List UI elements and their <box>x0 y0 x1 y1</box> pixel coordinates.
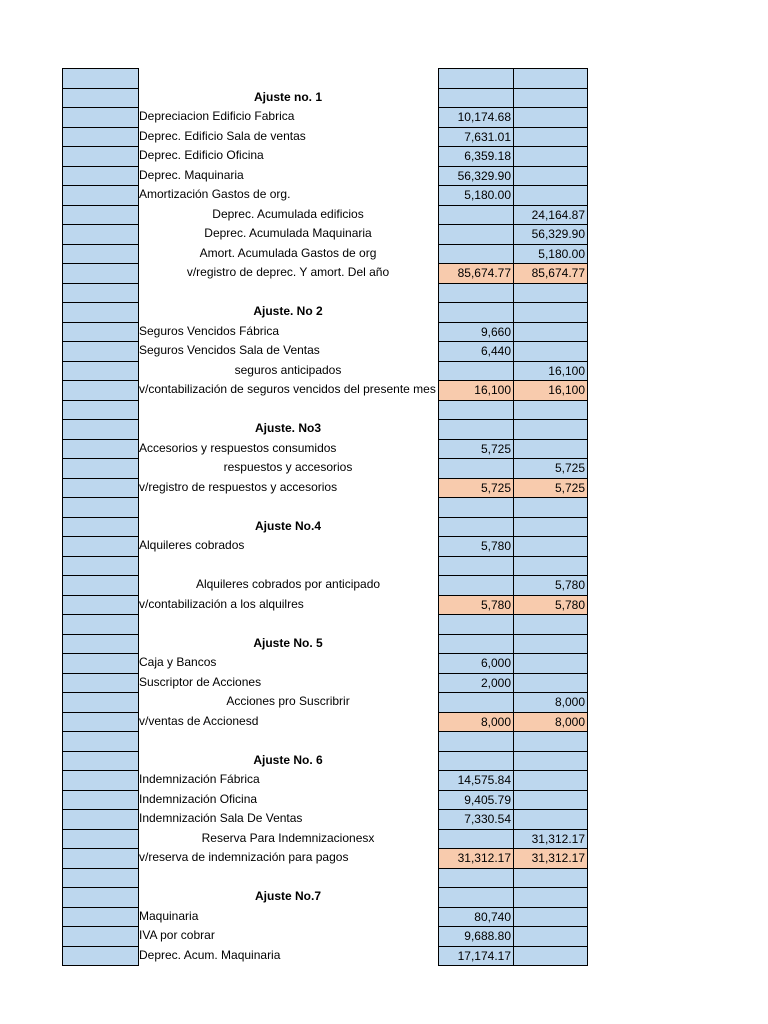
account-code-cell[interactable] <box>62 907 139 927</box>
debit-cell[interactable]: 9,405.79 <box>438 790 514 810</box>
description-cell[interactable]: Alquileres cobrados <box>139 538 245 552</box>
table-row <box>62 829 588 849</box>
credit-cell[interactable] <box>513 634 588 654</box>
debit-cell[interactable]: 5,725 <box>438 439 514 459</box>
account-code-cell[interactable] <box>62 809 139 829</box>
debit-cell[interactable] <box>438 283 514 303</box>
debit-cell[interactable] <box>438 68 514 88</box>
table-row <box>62 575 588 595</box>
account-code-cell[interactable] <box>62 205 139 225</box>
account-code-cell[interactable] <box>62 497 139 517</box>
debit-cell[interactable] <box>438 88 514 108</box>
credit-cell[interactable]: 16,100 <box>513 380 588 400</box>
credit-cell[interactable]: 5,180.00 <box>513 244 588 264</box>
account-code-cell[interactable] <box>62 341 139 361</box>
description-cell[interactable]: Caja y Bancos <box>139 655 217 669</box>
account-code-cell[interactable] <box>62 868 139 888</box>
account-code-cell[interactable] <box>62 614 139 634</box>
credit-cell[interactable] <box>513 419 588 439</box>
account-code-cell[interactable] <box>62 712 139 732</box>
description-cell[interactable] <box>138 614 438 634</box>
credit-cell[interactable] <box>513 439 588 459</box>
credit-cell[interactable]: 8,000 <box>513 712 588 732</box>
account-code-cell[interactable] <box>62 653 139 673</box>
account-code-cell[interactable] <box>62 848 139 868</box>
debit-cell[interactable]: 9,688.80 <box>438 926 514 946</box>
total-row <box>62 478 588 498</box>
description-cell[interactable]: v/registro de deprec. Y amort. Del año <box>186 265 390 279</box>
description-cell[interactable]: Deprec. Edificio Sala de ventas <box>139 128 306 143</box>
adjustment-title[interactable]: Ajuste No.7 <box>254 889 321 903</box>
credit-cell[interactable] <box>513 68 588 88</box>
description-cell[interactable]: IVA por cobrar <box>139 928 215 942</box>
adjustment-title[interactable]: Ajuste no. 1 <box>253 89 322 104</box>
description-cell[interactable]: Deprec. Edificio Oficina <box>139 148 264 162</box>
credit-cell[interactable] <box>513 283 588 303</box>
description-cell[interactable]: v/contabilización de seguros vencidos del presente mes <box>139 382 436 396</box>
account-code-cell[interactable] <box>62 322 139 342</box>
adjustment-heading-row <box>62 419 588 439</box>
adjustment-title[interactable]: Ajuste. No3 <box>254 421 321 435</box>
account-code-cell[interactable] <box>62 634 139 654</box>
description-cell[interactable]: Alquileres cobrados por anticipado <box>195 577 381 591</box>
table-row <box>62 614 588 634</box>
description-cell[interactable]: Maquinaria <box>139 908 199 923</box>
table-row <box>62 692 588 712</box>
credit-cell[interactable]: 8,000 <box>513 692 588 712</box>
debit-cell[interactable] <box>438 575 514 595</box>
total-row <box>62 595 588 615</box>
description-cell[interactable]: Acciones pro Suscribrir <box>226 694 350 708</box>
table-row <box>62 361 588 381</box>
credit-cell[interactable] <box>513 517 588 537</box>
account-code-cell[interactable] <box>62 770 139 790</box>
credit-cell[interactable] <box>513 322 588 342</box>
adjustment-title[interactable]: Ajuste No.4 <box>254 518 321 533</box>
account-code-cell[interactable] <box>62 556 139 576</box>
account-code-cell[interactable] <box>62 283 139 303</box>
adjustment-title[interactable]: Ajuste. No 2 <box>253 304 323 318</box>
table-row <box>62 205 588 225</box>
credit-cell[interactable] <box>513 88 588 108</box>
account-code-cell[interactable] <box>62 595 139 615</box>
account-code-cell[interactable] <box>62 458 139 478</box>
debit-cell[interactable]: 80,740 <box>438 907 514 927</box>
debit-cell[interactable]: 5,180.00 <box>438 185 514 205</box>
debit-cell[interactable] <box>438 419 514 439</box>
debit-cell[interactable] <box>438 692 514 712</box>
total-row <box>62 263 588 283</box>
description-cell[interactable]: Depreciacion Edificio Fabrica <box>139 109 295 123</box>
description-cell[interactable]: Suscriptor de Acciones <box>139 674 262 689</box>
description-cell[interactable]: Deprec. Acumulada edificios <box>212 206 364 221</box>
debit-cell[interactable] <box>438 497 514 517</box>
description-cell[interactable]: respuestos y accesorios <box>223 460 353 474</box>
account-code-cell[interactable] <box>62 263 139 283</box>
description-cell[interactable]: Reserva Para Indemnizacionesx <box>201 830 375 845</box>
debit-cell[interactable]: 6,440 <box>438 341 514 361</box>
description-cell[interactable]: v/reserva de indemnización para pagos <box>139 850 349 864</box>
debit-cell[interactable] <box>438 244 514 264</box>
description-cell[interactable]: Indemnización Oficina <box>139 791 258 806</box>
debit-cell[interactable]: 85,674.77 <box>438 263 514 283</box>
debit-cell[interactable]: 5,780 <box>438 595 514 615</box>
credit-cell[interactable] <box>513 653 588 673</box>
description-cell[interactable]: Indemnización Fábrica <box>139 772 260 786</box>
debit-cell[interactable]: 56,329.90 <box>438 166 514 186</box>
description-cell[interactable] <box>138 731 438 751</box>
table-row <box>62 907 588 927</box>
table-row <box>62 224 588 244</box>
credit-cell[interactable] <box>513 302 588 322</box>
credit-cell[interactable] <box>513 107 588 127</box>
debit-cell[interactable]: 6,359.18 <box>438 146 514 166</box>
credit-cell[interactable] <box>513 166 588 186</box>
credit-cell[interactable] <box>513 614 588 634</box>
account-code-cell[interactable] <box>62 185 139 205</box>
debit-cell[interactable] <box>438 614 514 634</box>
description-cell[interactable]: Seguros Vencidos Sala de Ventas <box>139 343 320 357</box>
account-code-cell[interactable] <box>62 244 139 264</box>
account-code-cell[interactable] <box>62 517 139 537</box>
table-row <box>62 946 588 966</box>
description-cell[interactable]: Deprec. Maquinaria <box>139 167 244 182</box>
account-code-cell[interactable] <box>62 166 139 186</box>
debit-cell[interactable] <box>438 302 514 322</box>
description-cell[interactable]: Accesorios y respuestos consumidos <box>139 440 337 455</box>
description-cell[interactable]: Amortización Gastos de org. <box>139 187 291 201</box>
table-row <box>62 673 588 693</box>
table-row <box>62 283 588 303</box>
debit-cell[interactable] <box>438 887 514 907</box>
account-code-cell[interactable] <box>62 790 139 810</box>
credit-cell[interactable]: 16,100 <box>513 361 588 381</box>
debit-cell[interactable]: 7,631.01 <box>438 127 514 147</box>
table-row <box>62 146 588 166</box>
credit-cell[interactable] <box>513 868 588 888</box>
credit-cell[interactable] <box>513 536 588 556</box>
debit-cell[interactable] <box>438 361 514 381</box>
credit-cell[interactable] <box>513 556 588 576</box>
account-code-cell[interactable] <box>62 731 139 751</box>
credit-cell[interactable] <box>513 946 588 966</box>
credit-cell[interactable] <box>513 751 588 771</box>
debit-cell[interactable]: 5,780 <box>438 536 514 556</box>
debit-cell[interactable]: 31,312.17 <box>438 848 514 868</box>
credit-cell[interactable]: 5,725 <box>513 478 588 498</box>
credit-cell[interactable] <box>513 400 588 420</box>
account-code-cell[interactable] <box>62 146 139 166</box>
account-code-cell[interactable] <box>62 673 139 693</box>
credit-cell[interactable] <box>513 809 588 829</box>
table-row <box>62 439 588 459</box>
account-code-cell[interactable] <box>62 361 139 381</box>
description-cell[interactable]: Seguros Vencidos Fábrica <box>139 323 280 338</box>
description-cell[interactable]: v/ventas de Accionesd <box>139 713 259 728</box>
adjustment-title[interactable]: Ajuste No. 5 <box>253 635 323 650</box>
debit-cell[interactable]: 16,100 <box>438 380 514 400</box>
table-row <box>62 244 588 264</box>
debit-cell[interactable] <box>438 751 514 771</box>
adjustment-heading-row <box>62 88 588 108</box>
total-row <box>62 380 588 400</box>
adjustment-heading-row <box>62 302 588 322</box>
account-code-cell[interactable] <box>62 478 139 498</box>
account-code-cell[interactable] <box>62 536 139 556</box>
credit-cell[interactable] <box>513 497 588 517</box>
credit-cell[interactable]: 5,780 <box>513 595 588 615</box>
credit-cell[interactable]: 56,329.90 <box>513 224 588 244</box>
credit-cell[interactable] <box>513 341 588 361</box>
description-cell[interactable]: Amort. Acumulada Gastos de org <box>199 245 377 260</box>
table-row <box>62 322 588 342</box>
table-row <box>62 731 588 751</box>
total-row <box>62 712 588 732</box>
credit-cell[interactable]: 31,312.17 <box>513 848 588 868</box>
account-code-cell[interactable] <box>62 127 139 147</box>
debit-cell[interactable]: 8,000 <box>438 712 514 732</box>
table-row <box>62 127 588 147</box>
debit-cell[interactable]: 2,000 <box>438 673 514 693</box>
table-row <box>62 809 588 829</box>
table-row <box>62 107 588 127</box>
adjustment-heading-row <box>62 634 588 654</box>
account-code-cell[interactable] <box>62 887 139 907</box>
account-code-cell[interactable] <box>62 224 139 244</box>
table-bottom-border <box>513 965 588 966</box>
credit-cell[interactable] <box>513 185 588 205</box>
account-code-cell[interactable] <box>62 575 139 595</box>
debit-cell[interactable] <box>438 205 514 225</box>
description-cell[interactable] <box>138 556 438 576</box>
account-code-cell[interactable] <box>62 68 139 88</box>
table-bottom-border <box>438 965 514 966</box>
account-code-cell[interactable] <box>62 946 139 966</box>
account-code-cell[interactable] <box>62 692 139 712</box>
debit-cell[interactable]: 9,660 <box>438 322 514 342</box>
description-cell[interactable]: v/contabilización a los alquilres <box>139 596 304 611</box>
table-row <box>62 868 588 888</box>
table-row <box>62 536 588 556</box>
description-cell[interactable] <box>138 400 438 420</box>
credit-cell[interactable]: 24,164.87 <box>513 205 588 225</box>
debit-cell[interactable]: 7,330.54 <box>438 809 514 829</box>
account-code-cell[interactable] <box>62 88 139 108</box>
credit-cell[interactable]: 85,674.77 <box>513 263 588 283</box>
credit-cell[interactable]: 31,312.17 <box>513 829 588 849</box>
credit-cell[interactable] <box>513 731 588 751</box>
credit-cell[interactable] <box>513 770 588 790</box>
account-code-cell[interactable] <box>62 380 139 400</box>
account-code-cell[interactable] <box>62 107 139 127</box>
account-code-cell[interactable] <box>62 751 139 771</box>
table-row <box>62 185 588 205</box>
table-bottom-border <box>62 965 139 966</box>
description-cell[interactable] <box>138 283 438 303</box>
debit-cell[interactable] <box>438 556 514 576</box>
debit-cell[interactable] <box>438 634 514 654</box>
table-row <box>62 68 588 88</box>
table-row <box>62 926 588 946</box>
debit-cell[interactable]: 10,174.68 <box>438 107 514 127</box>
credit-cell[interactable] <box>513 673 588 693</box>
description-cell[interactable] <box>138 868 438 888</box>
debit-cell[interactable]: 6,000 <box>438 653 514 673</box>
adjustment-heading-row <box>62 517 588 537</box>
table-row <box>62 400 588 420</box>
description-cell[interactable]: Deprec. Acumulada Maquinaria <box>204 226 372 240</box>
credit-cell[interactable]: 5,725 <box>513 458 588 478</box>
table-row <box>62 653 588 673</box>
credit-cell[interactable] <box>513 887 588 907</box>
account-code-cell[interactable] <box>62 302 139 322</box>
description-cell[interactable]: Indemnización Sala De Ventas <box>139 811 303 825</box>
description-cell[interactable]: Deprec. Acum. Maquinaria <box>139 947 281 962</box>
credit-cell[interactable] <box>513 127 588 147</box>
credit-cell[interactable] <box>513 790 588 810</box>
account-code-cell[interactable] <box>62 419 139 439</box>
credit-cell[interactable]: 5,780 <box>513 575 588 595</box>
table-row <box>62 556 588 576</box>
debit-cell[interactable] <box>438 868 514 888</box>
credit-cell[interactable] <box>513 907 588 927</box>
table-row <box>62 770 588 790</box>
debit-cell[interactable] <box>438 517 514 537</box>
debit-cell[interactable] <box>438 731 514 751</box>
table-row <box>62 341 588 361</box>
account-code-cell[interactable] <box>62 439 139 459</box>
debit-cell[interactable] <box>438 829 514 849</box>
adjustment-heading-row <box>62 751 588 771</box>
debit-cell[interactable] <box>438 224 514 244</box>
credit-cell[interactable] <box>513 146 588 166</box>
debit-cell[interactable]: 17,174.17 <box>438 946 514 966</box>
credit-cell[interactable] <box>513 926 588 946</box>
adjustment-title[interactable]: Ajuste No. 6 <box>253 752 323 767</box>
debit-cell[interactable] <box>438 400 514 420</box>
debit-cell[interactable]: 5,725 <box>438 478 514 498</box>
debit-cell[interactable] <box>438 458 514 478</box>
account-code-cell[interactable] <box>62 400 139 420</box>
table-row <box>62 497 588 517</box>
total-row <box>62 848 588 868</box>
adjustment-heading-row <box>62 887 588 907</box>
account-code-cell[interactable] <box>62 926 139 946</box>
description-cell[interactable] <box>138 497 438 517</box>
description-cell[interactable] <box>138 68 438 88</box>
description-cell[interactable]: seguros anticipados <box>234 362 342 377</box>
debit-cell[interactable]: 14,575.84 <box>438 770 514 790</box>
account-code-cell[interactable] <box>62 829 139 849</box>
table-row <box>62 166 588 186</box>
table-row <box>62 790 588 810</box>
table-row <box>62 458 588 478</box>
description-cell[interactable]: v/registro de respuestos y accesorios <box>139 479 338 494</box>
